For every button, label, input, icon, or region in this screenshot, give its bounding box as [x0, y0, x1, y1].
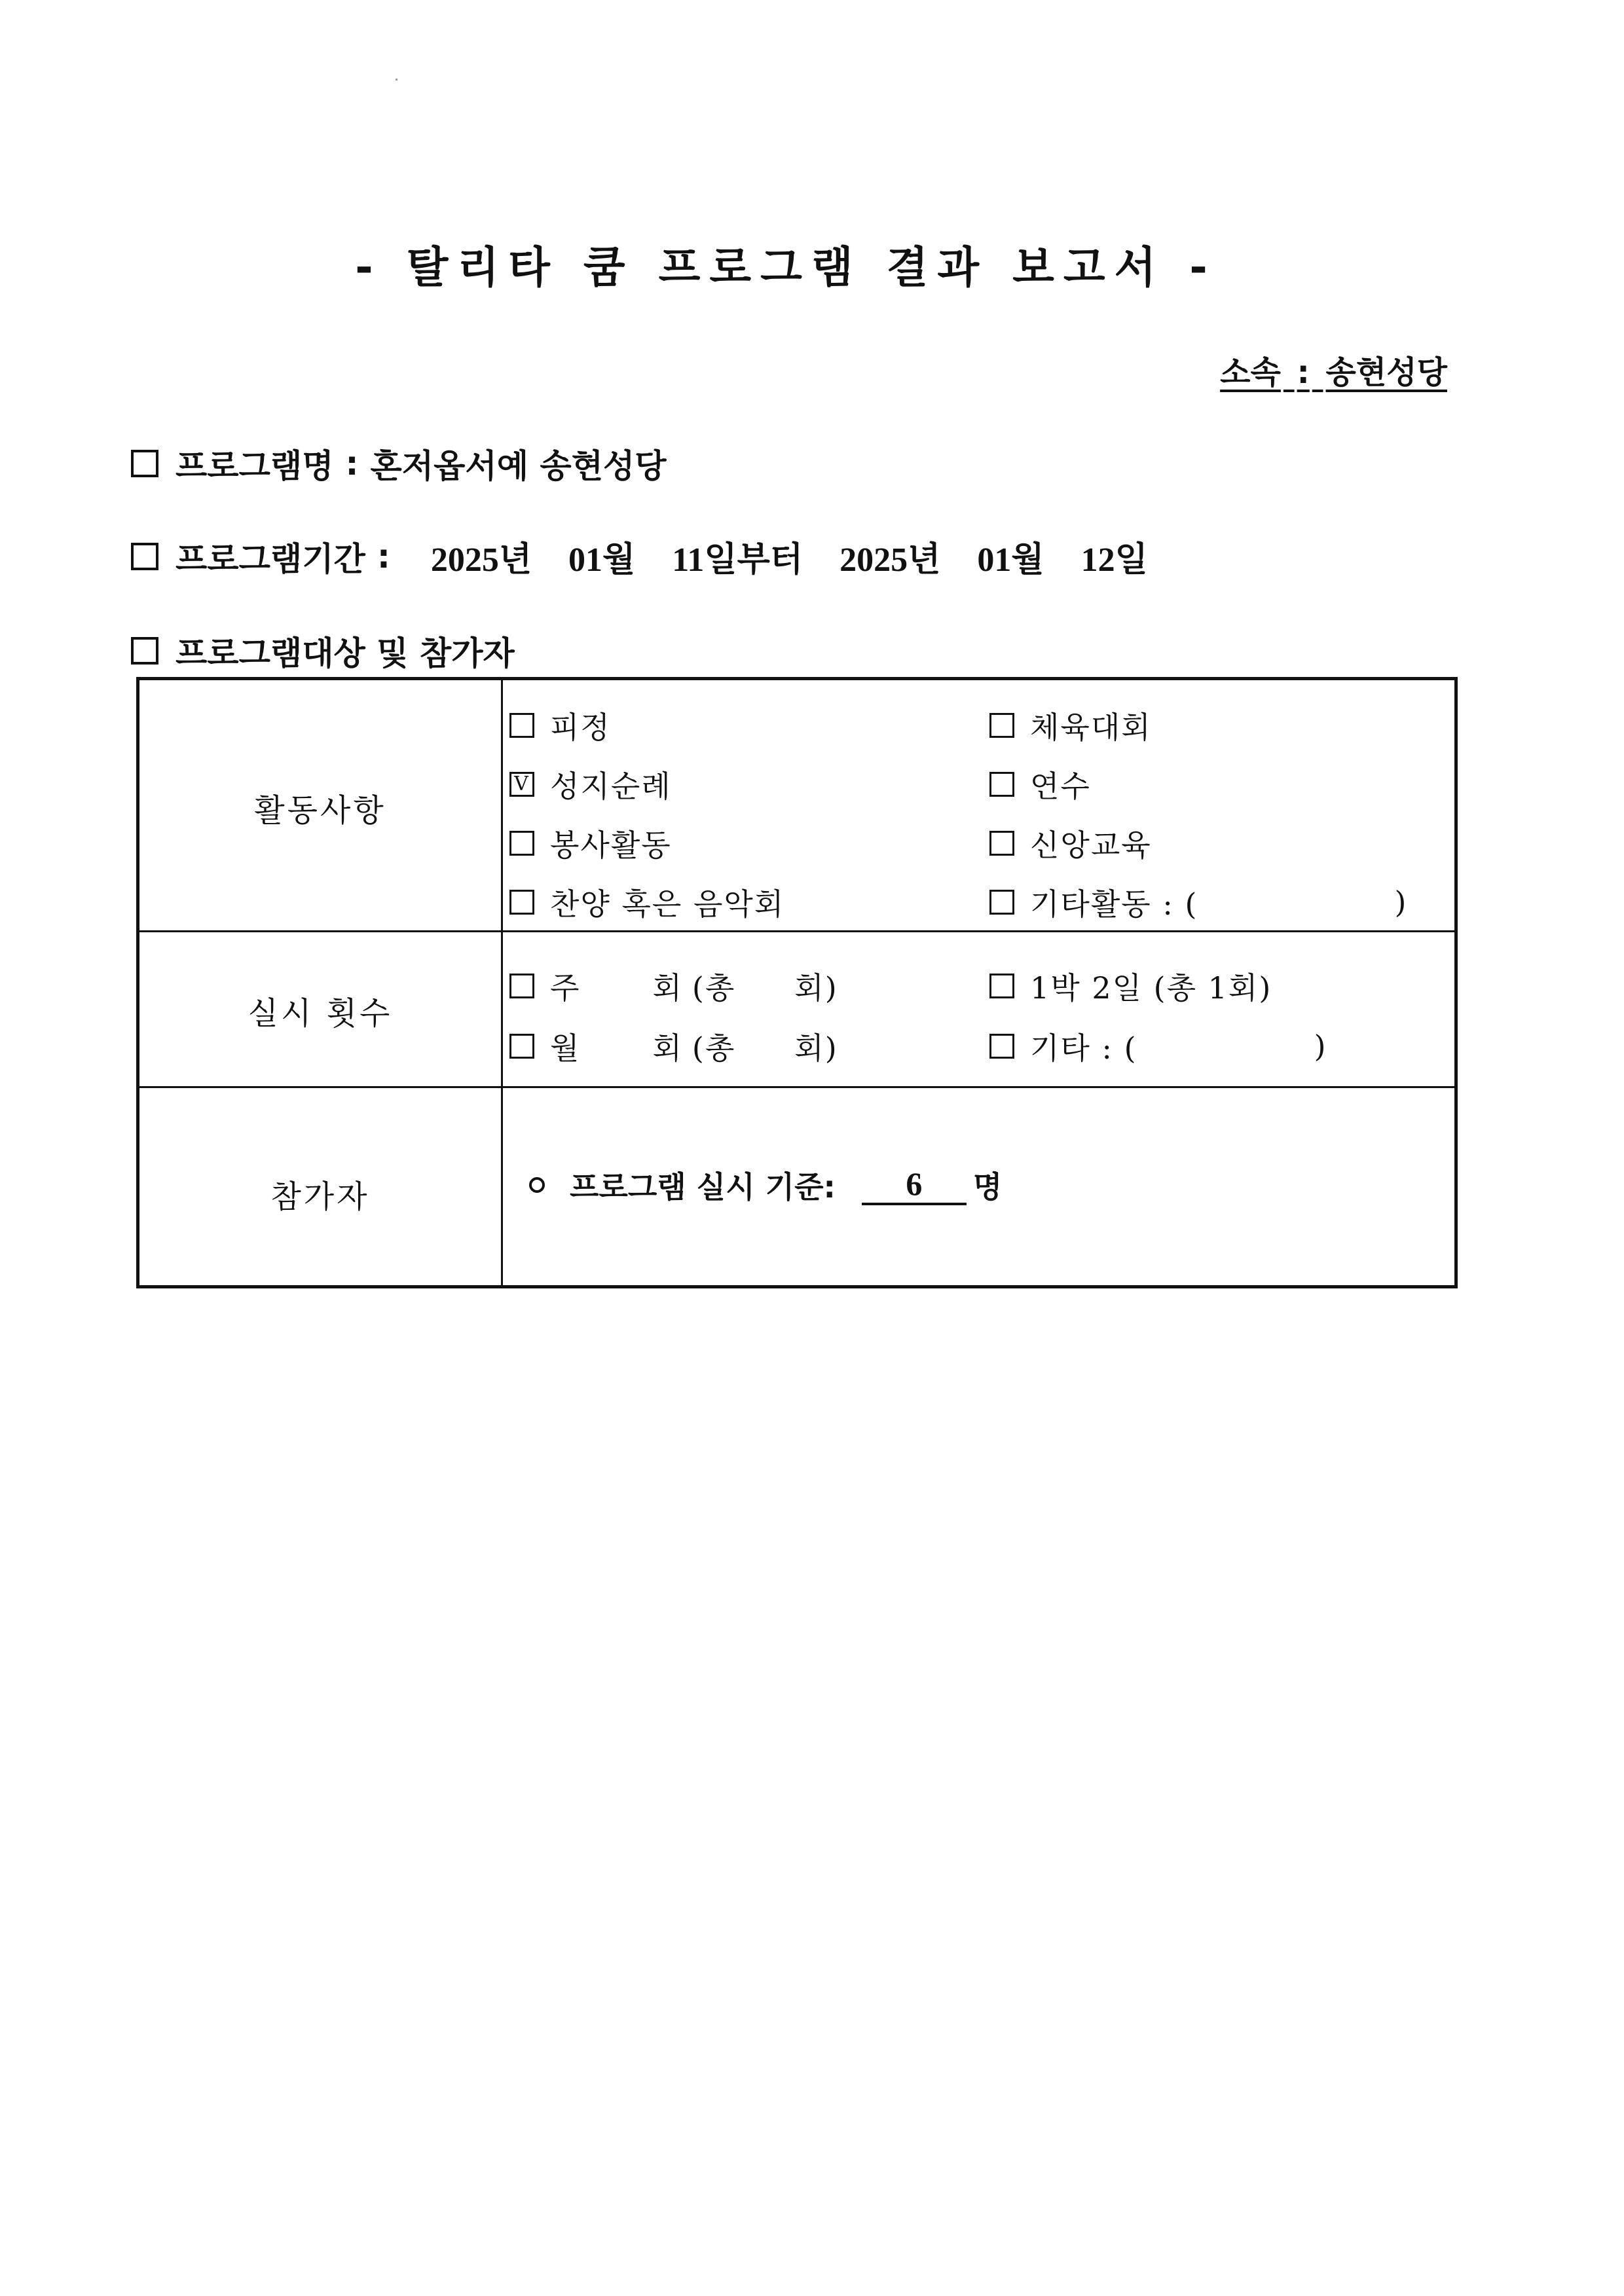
frequency-label: 실시 횟수: [248, 995, 393, 1032]
report-table: [136, 677, 1458, 1288]
period-start-date: 2025년: [430, 541, 532, 579]
period-start-day: 11일부터: [672, 541, 803, 579]
section-checkbox-icon: [131, 637, 158, 665]
activity-option-pilgrimage[interactable]: V 성지순례: [509, 763, 672, 806]
section-checkbox-icon: [131, 543, 158, 570]
frequency-option-overnight[interactable]: 1박 2일 (총 1회): [989, 964, 1272, 1008]
checkbox-icon[interactable]: [509, 831, 534, 856]
table-column-divider: [501, 680, 503, 1285]
program-name-line: [131, 440, 667, 487]
frequency-option-other[interactable]: 기타 : ( ): [989, 1025, 1327, 1068]
period-end-day: 12일: [1080, 541, 1148, 579]
affiliation-separator: :: [1297, 354, 1310, 391]
program-name-label: 프로그램명: [175, 447, 334, 485]
frequency-option-monthly[interactable]: 월 회 (총 회): [509, 1025, 838, 1068]
program-name-value: 혼저옵서예 송현성당: [370, 447, 667, 485]
checkbox-icon[interactable]: [509, 890, 534, 915]
affiliation-line: [1217, 347, 1450, 392]
affiliation-label: 소속: [1220, 354, 1281, 391]
checkbox-icon[interactable]: [989, 831, 1014, 856]
period-end-month: 01월: [977, 541, 1044, 579]
activity-option-other[interactable]: 기타활동 : ( ): [989, 881, 1407, 924]
participants-count-field[interactable]: 6: [862, 1165, 967, 1205]
table-row-divider: [139, 930, 1454, 932]
program-period-separator: :: [377, 537, 390, 575]
target-section-label: 프로그램대상 및 참가자: [175, 634, 515, 672]
program-period-label: 프로그램기간: [175, 539, 365, 578]
program-name-separator: :: [345, 445, 359, 483]
activity-option-training[interactable]: 연수: [989, 763, 1091, 806]
program-period-line: [131, 532, 1185, 581]
scan-speck: [396, 79, 397, 81]
activity-option-sports[interactable]: 체육대회: [989, 704, 1152, 747]
affiliation-value: 송현성당: [1325, 354, 1447, 391]
participants-basis-line: [529, 1163, 1002, 1207]
checkbox-icon[interactable]: [509, 1034, 534, 1059]
checkbox-icon[interactable]: [989, 713, 1014, 738]
period-start-month: 01월: [568, 541, 636, 579]
activity-option-praise-concert[interactable]: 찬양 혹은 음악회: [509, 881, 784, 924]
checkbox-icon[interactable]: [989, 1034, 1014, 1059]
activity-option-faith-education[interactable]: 신앙교육: [989, 822, 1152, 865]
checkbox-icon[interactable]: [989, 772, 1014, 797]
circle-bullet-icon: [529, 1177, 545, 1193]
checkbox-icon[interactable]: [509, 713, 534, 738]
page-title: - 탈리타 쿰 프로그램 결과 보고서 -: [355, 242, 1217, 293]
checkbox-checked-icon[interactable]: [509, 772, 534, 797]
checkbox-icon[interactable]: [509, 974, 534, 998]
activity-option-volunteer[interactable]: 봉사활동: [509, 822, 672, 865]
checkbox-icon[interactable]: [989, 890, 1014, 915]
target-section-line: [131, 627, 515, 674]
frequency-option-weekly[interactable]: 주 회 (총 회): [509, 964, 838, 1008]
participants-unit: 명: [972, 1169, 1003, 1205]
table-row-divider: [139, 1086, 1454, 1088]
section-checkbox-icon: [131, 450, 158, 477]
activity-option-retreat[interactable]: 피정: [509, 704, 611, 747]
activities-label: 활동사항: [254, 792, 386, 829]
participants-basis-label: 프로그램 실시 기준:: [570, 1169, 836, 1205]
participants-label: 참가자: [270, 1178, 370, 1215]
period-end-year: 2025년: [840, 541, 941, 579]
checkbox-icon[interactable]: [989, 974, 1014, 998]
